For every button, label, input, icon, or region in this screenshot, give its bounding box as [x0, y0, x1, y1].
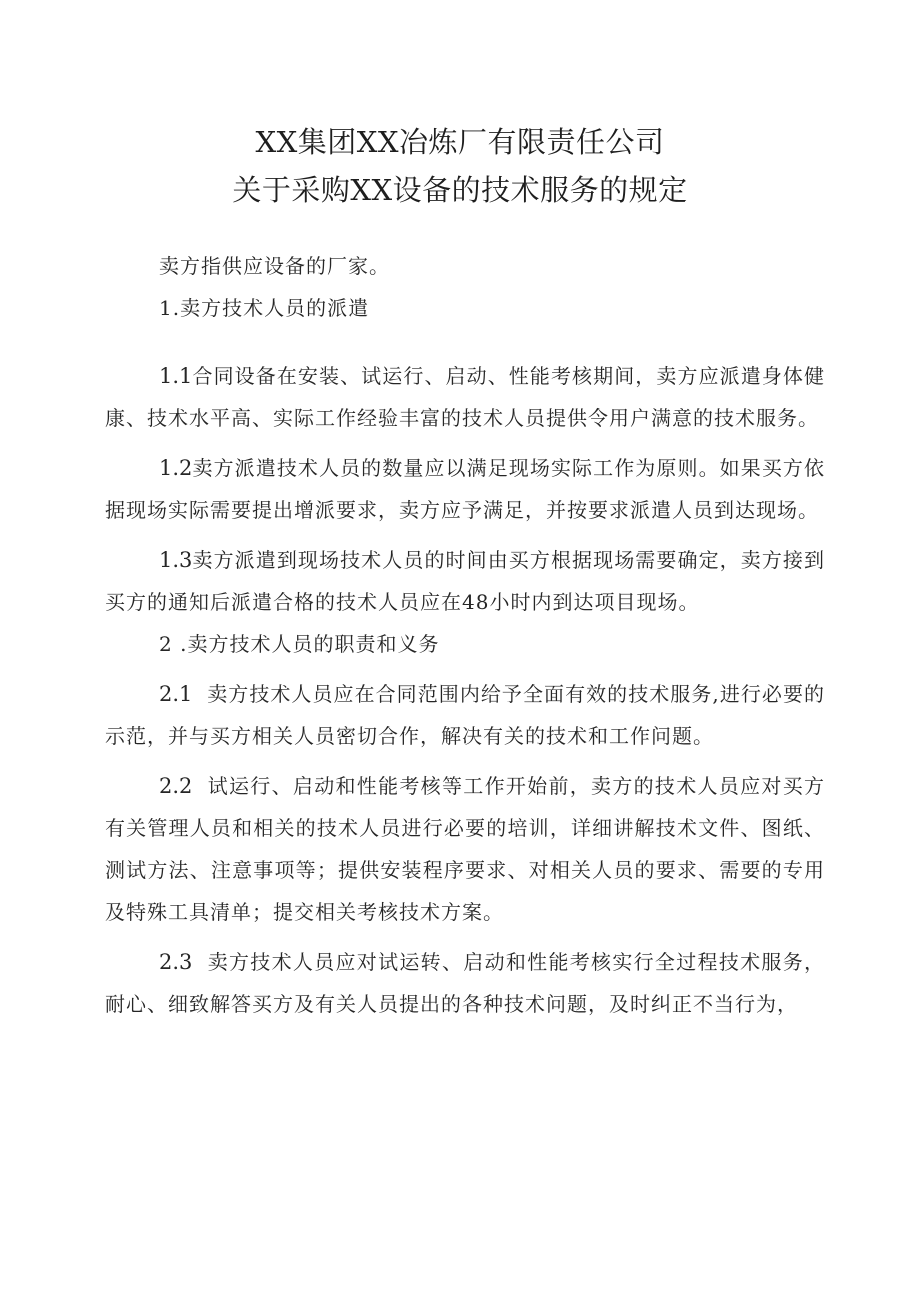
clause-number: 2.3 — [159, 950, 193, 974]
section-heading-1: 1.卖方技术人员的派遣 — [159, 296, 370, 320]
clause-1-2 — [105, 447, 825, 531]
section-heading-2: 2 .卖方技术人员的职责和义务 — [159, 632, 440, 656]
clause-text: 卖方派遣技术人员的数量应以满足现场实际工作为原则。如果买方依据现场实际需要提出增派要求，卖方应予满足，并按要求派遣人员到达现场。 — [105, 456, 825, 522]
clause-text: 试运行、启动和性能考核等工作开始前，卖方的技术人员应对买方有关管理人员和相关的技术人员进行必要的培训，详细讲解技术文件、图纸、测试方法、注意事项等；提供安装程序要求、对相关人员的要求、需要的专用及特殊工具清单；提交相关考核技术方案。 — [105, 774, 826, 924]
clause-text: 卖方技术人员应在合同范围内给予全面有效的技术服务,进行必要的示范，并与买方相关人员密切合作，解决有关的技术和工作问题。 — [105, 682, 826, 748]
clause-2-1 — [105, 673, 825, 757]
clause-text: 卖方技术人员应对试运转、启动和性能考核实行全过程技术服务，耐心、细致解答买方及有关人员提出的各种技术问题，及时纠正不当行为， — [105, 950, 826, 1016]
clause-1-1 — [105, 355, 825, 439]
document-title — [0, 118, 920, 214]
clause-number: 2.2 — [159, 774, 193, 798]
clause-number: 1.2 — [159, 456, 193, 480]
intro-paragraph: 卖方指供应设备的厂家。 — [159, 254, 390, 278]
clause-text: 合同设备在安装、试运行、启动、性能考核期间，卖方应派遣身体健康、技术水平高、实际工作经验丰富的技术人员提供令用户满意的技术服务。 — [105, 364, 825, 430]
clause-2-2 — [105, 765, 825, 933]
title-line-subject: 关于采购XX设备的技术服务的规定 — [232, 173, 688, 207]
document-body — [105, 245, 825, 1025]
clause-number: 1.3 — [159, 548, 193, 572]
clause-text: 卖方派遣到现场技术人员的时间由买方根据现场需要确定，卖方接到买方的通知后派遣合格的技术人员应在48小时内到达项目现场。 — [105, 548, 825, 614]
clause-2-3 — [105, 941, 825, 1025]
clause-number: 2.1 — [159, 682, 193, 706]
clause-1-3 — [105, 539, 825, 623]
title-line-company: XX集团XX冶炼厂有限责任公司 — [255, 125, 665, 159]
clause-number: 1.1 — [159, 364, 193, 388]
